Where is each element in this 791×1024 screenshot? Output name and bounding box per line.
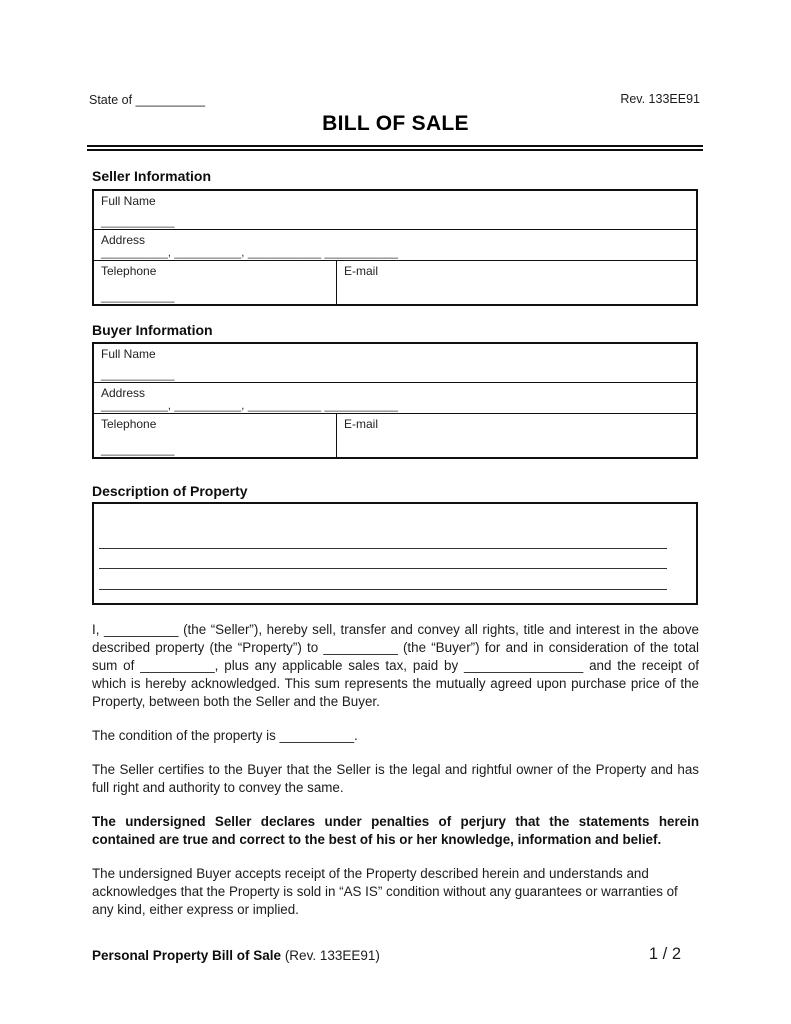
revision-label: Rev. 133EE91 xyxy=(620,92,700,106)
seller-section-heading: Seller Information xyxy=(92,168,212,184)
document-title: BILL OF SALE xyxy=(322,112,469,135)
buyer-section-heading: Buyer Information xyxy=(92,322,213,338)
address-label: Address xyxy=(101,233,146,247)
page-indicator: 1 / 2 xyxy=(648,945,681,963)
buyer-address-blanks[interactable]: __________, __________, ___________ ___________ xyxy=(101,398,398,412)
seller-full-name-row xyxy=(94,191,696,230)
seller-full-name-blank[interactable]: ___________ xyxy=(101,214,175,228)
email-label: E-mail xyxy=(344,264,379,278)
seller-email-cell[interactable] xyxy=(337,261,696,304)
telephone-label: Telephone xyxy=(101,417,157,431)
description-writing-line[interactable] xyxy=(99,568,667,569)
buyer-contact-row xyxy=(94,414,696,457)
email-label: E-mail xyxy=(344,417,379,431)
buyer-full-name-blank[interactable]: ___________ xyxy=(101,367,175,381)
state-of-blank[interactable]: __________ xyxy=(135,93,206,107)
paragraph-perjury-declaration: The undersigned Seller declares under penalties of perjury that the statements herein contained are true and correct to the best of his or her knowledge, information and belief. xyxy=(92,814,699,847)
full-name-label: Full Name xyxy=(101,194,156,208)
paragraph-sale-terms: I, __________ (the “Seller”), hereby sell, transfer and convey all rights, title and interest in the above described property (the “Property”) to __________ (the “Buyer”) for and in consideration of the total sum of __________, plus any applicable sales tax, paid by ________________ and the receipt of which is hereby acknowledged. This sum represents the mutually agreed upon purchase price of the Property, between both the Seller and the Buyer. xyxy=(92,622,699,709)
seller-contact-row xyxy=(94,261,696,304)
body-text xyxy=(92,621,699,935)
seller-telephone-cell xyxy=(94,261,337,304)
description-writing-line[interactable] xyxy=(99,589,667,590)
state-of-line xyxy=(89,93,205,107)
paragraph-as-is: The undersigned Buyer accepts receipt of the Property described herein and understands and acknowledges that the Property is sold in “AS IS” condition without any guarantees or warranties of any kind, either express or implied. xyxy=(92,866,678,917)
title-divider xyxy=(87,145,703,151)
buyer-telephone-cell xyxy=(94,414,337,457)
state-of-label: State of xyxy=(89,93,133,107)
address-label: Address xyxy=(101,386,146,400)
seller-telephone-blank[interactable]: ___________ xyxy=(101,289,175,303)
paragraph-condition: The condition of the property is __________. xyxy=(92,728,358,743)
seller-address-row xyxy=(94,230,696,261)
seller-address-blanks[interactable]: __________, __________, ___________ ___________ xyxy=(101,245,398,259)
full-name-label: Full Name xyxy=(101,347,156,361)
description-writing-line[interactable] xyxy=(99,548,667,549)
buyer-telephone-blank[interactable]: ___________ xyxy=(101,442,175,456)
buyer-email-cell[interactable] xyxy=(337,414,696,457)
buyer-address-row xyxy=(94,383,696,414)
buyer-info-table xyxy=(92,342,698,459)
footer-title: Personal Property Bill of Sale xyxy=(92,948,282,963)
seller-info-table xyxy=(92,189,698,306)
buyer-full-name-row xyxy=(94,344,696,383)
telephone-label: Telephone xyxy=(101,264,157,278)
description-section-heading: Description of Property xyxy=(92,483,248,499)
paragraph-ownership: The Seller certifies to the Buyer that the Seller is the legal and rightful owner of the Property and has full right and authority to convey the same. xyxy=(92,762,699,795)
description-box xyxy=(92,502,698,605)
footer-document-name xyxy=(92,948,380,963)
footer-revision: (Rev. 133EE91) xyxy=(281,948,380,963)
